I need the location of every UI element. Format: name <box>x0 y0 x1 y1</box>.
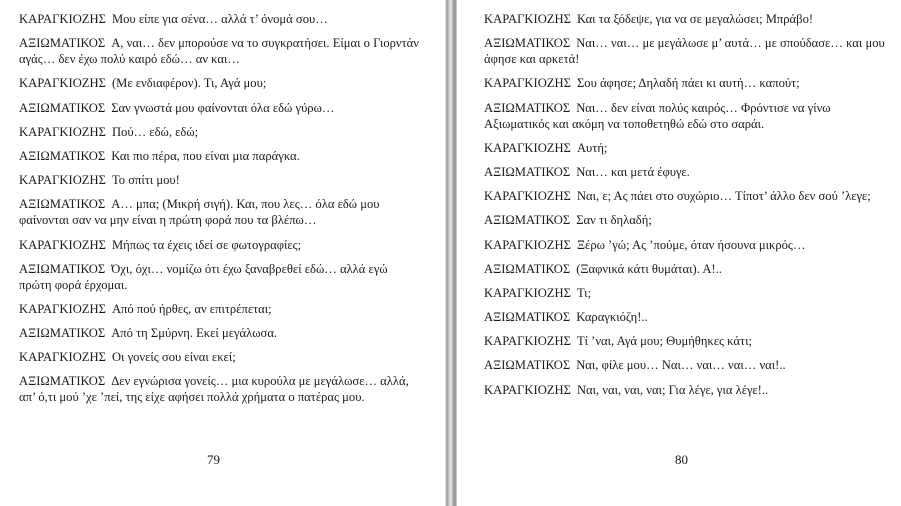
line-text: Ναι… ναι… με μεγάλωσε μ’ αυτά… με σπούδασε… και μου άφησε και αρκετά! <box>484 36 885 67</box>
line-text: Ναι, ε; Ας πάει στο συχώριο… Τίποτ’ άλλο δεν σού ’λεγε; <box>576 189 871 204</box>
speaker-name: ΚΑΡΑΓΚΙΟΖΗΣ <box>19 350 106 365</box>
speaker-name: ΚΑΡΑΓΚΙΟΖΗΣ <box>484 382 571 397</box>
dialogue-line <box>19 301 423 317</box>
dialogue-line <box>484 100 889 132</box>
line-text: Μήπως τα έχεις ιδεί σε φωτογραφίες; <box>111 237 302 252</box>
dialogue-line <box>484 75 889 91</box>
speaker-name: ΚΑΡΑΓΚΙΟΖΗΣ <box>484 285 571 300</box>
line-text: Καραγκιόζη!.. <box>576 310 648 325</box>
dialogue-line <box>484 261 889 277</box>
dialogue-line <box>484 357 889 373</box>
speaker-name: ΚΑΡΑΓΚΙΟΖΗΣ <box>484 12 571 26</box>
dialogue-line <box>484 237 889 253</box>
dialogue-line <box>19 75 423 91</box>
dialogue-line <box>484 35 889 67</box>
dialogue-line <box>484 11 889 27</box>
dialogue-line <box>19 148 423 164</box>
speaker-name: ΚΑΡΑΓΚΙΟΖΗΣ <box>484 189 571 204</box>
dialogue-line <box>484 140 889 156</box>
speaker-name: ΑΞΙΩΜΑΤΙΚΟΣ <box>484 36 571 51</box>
dialogue-line <box>19 100 423 116</box>
speaker-name: ΑΞΙΩΜΑΤΙΚΟΣ <box>484 261 571 276</box>
speaker-name: ΚΑΡΑΓΚΙΟΖΗΣ <box>484 76 571 91</box>
speaker-name: ΑΞΙΩΜΑΤΙΚΟΣ <box>484 100 571 115</box>
page-left <box>0 0 445 506</box>
speaker-name: ΑΞΙΩΜΑΤΙΚΟΣ <box>19 36 106 51</box>
speaker-name: ΚΑΡΑΓΚΙΟΖΗΣ <box>484 140 571 155</box>
line-text: Ναι, ναι, ναι, ναι; Για λέγε, για λέγε!.. <box>576 382 769 397</box>
speaker-name: ΚΑΡΑΓΚΙΟΖΗΣ <box>484 334 571 349</box>
line-text: (Με ενδιαφέρον). Τι, Αγά μου; <box>111 76 267 91</box>
line-text: Ναι… δεν είναι πολύς καιρός… Φρόντισε να γίνω Αξιωματικός και ακόμη να τοποθετηθώ εδώ στο σαράι. <box>484 100 831 131</box>
page-right <box>457 0 901 506</box>
line-text: Σαν τι δηλαδή; <box>576 213 652 228</box>
speaker-name: ΑΞΙΩΜΑΤΙΚΟΣ <box>484 164 571 179</box>
line-text: Πού… εδώ, εδώ; <box>111 124 199 139</box>
dialogue-line <box>19 35 423 67</box>
speaker-name: ΚΑΡΑΓΚΙΟΖΗΣ <box>484 237 571 252</box>
dialogue-line <box>19 124 423 140</box>
page-number: 79 <box>207 452 220 467</box>
line-text: (Ξαφνικά κάτι θυμάται). Α!.. <box>576 261 722 276</box>
dialogue-line <box>19 196 423 228</box>
dialogue-line <box>19 261 423 293</box>
line-text: Αυτή; <box>576 140 608 155</box>
line-text: Από πού ήρθες, αν επιτρέπεται; <box>111 301 272 316</box>
dialogue-line <box>484 333 889 349</box>
speaker-name: ΑΞΙΩΜΑΤΙΚΟΣ <box>19 100 106 115</box>
line-text: Ναι, φίλε μου… Ναι… ναι… ναι… ναι!.. <box>576 358 786 373</box>
speaker-name: ΑΞΙΩΜΑΤΙΚΟΣ <box>19 148 106 163</box>
line-text: Μου είπε για σένα… αλλά τ’ όνομά σου… <box>111 12 328 26</box>
speaker-name: ΚΑΡΑΓΚΙΟΖΗΣ <box>19 124 106 139</box>
line-text: Α… μπα; (Μικρή σιγή). Και, που λες… όλα εδώ μου φαίνονται σαν να μην είναι η πρώτη φορά που τα βλέπω… <box>19 197 380 228</box>
dialogue-line <box>19 11 423 27</box>
dialogue-line <box>484 309 889 325</box>
line-text: Τί ’ναι, Αγά μου; Θυμήθηκες κάτι; <box>576 334 752 349</box>
speaker-name: ΑΞΙΩΜΑΤΙΚΟΣ <box>484 358 571 373</box>
dialogue-line <box>19 349 423 365</box>
line-text: Οι γονείς σου είναι εκεί; <box>111 350 236 365</box>
dialogue-line <box>19 325 423 341</box>
speaker-name: ΚΑΡΑΓΚΙΟΖΗΣ <box>19 173 106 188</box>
dialogue-line <box>19 373 423 405</box>
line-text: Και τα ξόδεψε, για να σε μεγαλώσει; Μπράβο! <box>576 12 814 26</box>
dialogue-line <box>484 164 889 180</box>
dialogue-line <box>484 382 889 398</box>
speaker-name: ΚΑΡΑΓΚΙΟΖΗΣ <box>19 301 106 316</box>
page-number: 80 <box>675 452 688 467</box>
dialogue-line <box>484 285 889 301</box>
speaker-name: ΚΑΡΑΓΚΙΟΖΗΣ <box>19 12 106 26</box>
line-text: Από τη Σμύρνη. Εκεί μεγάλωσα. <box>111 326 278 341</box>
line-text: Τι; <box>576 285 592 300</box>
dialogue-text <box>19 11 423 414</box>
dialogue-line <box>19 172 423 188</box>
line-text: Σαν γνωστά μου φαίνονται όλα εδώ γύρω… <box>111 100 335 115</box>
dialogue-line <box>484 188 889 204</box>
speaker-name: ΑΞΙΩΜΑΤΙΚΟΣ <box>19 326 106 341</box>
speaker-name: ΚΑΡΑΓΚΙΟΖΗΣ <box>19 237 106 252</box>
book-gutter <box>445 0 457 506</box>
speaker-name: ΑΞΙΩΜΑΤΙΚΟΣ <box>19 374 106 389</box>
dialogue-line <box>19 237 423 253</box>
speaker-name: ΑΞΙΩΜΑΤΙΚΟΣ <box>484 213 571 228</box>
line-text: Δεν εγνώρισα γονείς… μια κυρούλα με μεγάλωσε… αλλά, απ’ ό,τι μού ’χε ’πεί, της είχε αφήσει πολλά χρήματα ο πατέρας μου. <box>19 374 409 405</box>
line-text: Όχι, όχι… νομίζω ότι έχω ξαναβρεθεί εδώ… αλλά εγώ πρώτη φορά έρχομαι. <box>19 261 388 292</box>
line-text: Σου άφησε; Δηλαδή πάει κι αυτή… καπούτ; <box>576 76 800 91</box>
dialogue-line <box>484 212 889 228</box>
speaker-name: ΑΞΙΩΜΑΤΙΚΟΣ <box>484 310 571 325</box>
speaker-name: ΚΑΡΑΓΚΙΟΖΗΣ <box>19 76 106 91</box>
dialogue-text <box>484 11 889 406</box>
line-text: Ξέρω ’γώ; Ας ’πούμε, όταν ήσουνα μικρός… <box>576 237 806 252</box>
line-text: Και πιο πέρα, που είναι μια παράγκα. <box>111 148 300 163</box>
line-text: Α, ναι… δεν μπορούσε να το συγκρατήσει. Είμαι ο Γιορντάν αγάς… δεν έχω πολύ καιρό εδώ… αν και… <box>19 36 419 67</box>
line-text: Ναι… και μετά έφυγε. <box>576 164 690 179</box>
speaker-name: ΑΞΙΩΜΑΤΙΚΟΣ <box>19 197 106 212</box>
speaker-name: ΑΞΙΩΜΑΤΙΚΟΣ <box>19 261 106 276</box>
line-text: Το σπίτι μου! <box>111 173 180 188</box>
